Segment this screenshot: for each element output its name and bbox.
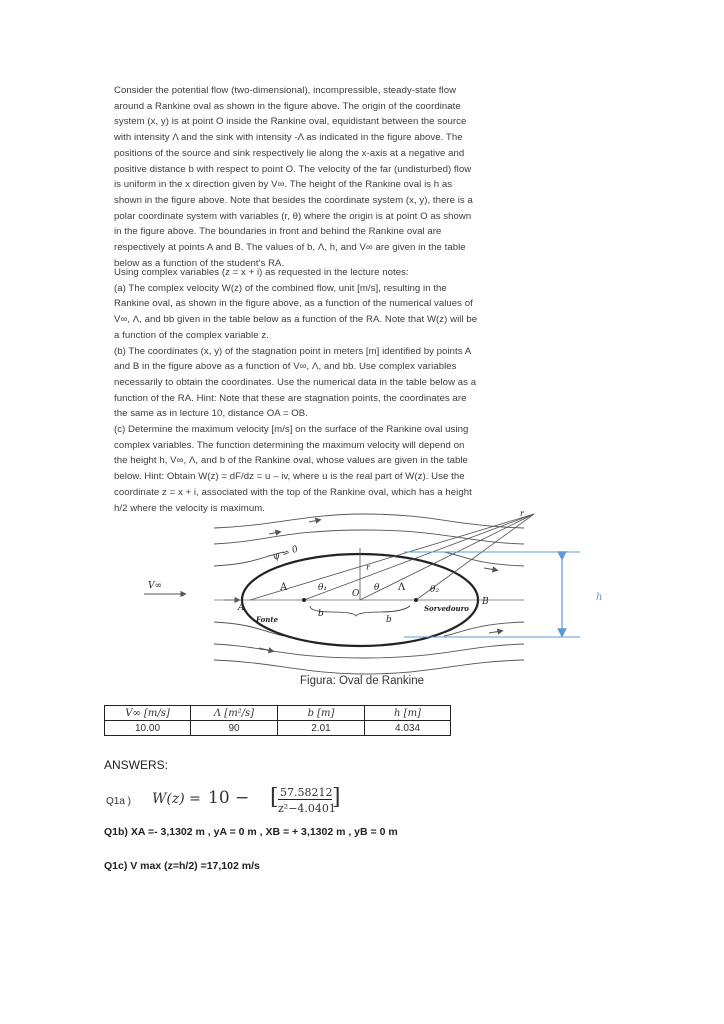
- text-line: (b) The coordinates (x, y) of the stagnation point in meters [m] identified by points A: [114, 345, 472, 357]
- text-line: (c) Determine the maximum velocity [m/s] on the surface of the Rankine oval using: [114, 424, 469, 436]
- text-line: h/2 where the velocity is maximum.: [114, 502, 265, 514]
- flow-arrow: [484, 568, 496, 570]
- text-line: around a Rankine oval as shown in the figure above. The origin of the coordinate: [114, 100, 461, 112]
- flow-arrow: [269, 532, 279, 534]
- text-line: V∞, Λ, and bb given in the table below as a function of the RA. Note that W(z) will be: [114, 314, 478, 326]
- streamline: [214, 514, 524, 528]
- text-line: coordinate z = x + i, associated with the top of the Rankine oval, which has a height: [114, 486, 472, 498]
- flow-arrow: [309, 520, 319, 522]
- streamline: [214, 660, 524, 674]
- answer-q1c: Q1c) V max (z=h/2) =17,102 m/s: [104, 860, 260, 872]
- theta1-label: θ₁: [318, 583, 328, 593]
- text-line: (a) The complex velocity W(z) of the combined flow, unit [m/s], resulting in the: [114, 282, 447, 294]
- text-line: respectively at points A and B. The values of b, Λ, h, and V∞ are given in the table: [114, 242, 466, 254]
- text-line: positions of the source and sink respectively lie along the x-axis at a negative and: [114, 147, 465, 159]
- radial-lines: [250, 514, 534, 600]
- streamline: [444, 552, 524, 566]
- text-line: the height h, V∞, Λ, and b of the Rankine oval, whose values are given in the table: [114, 455, 468, 467]
- streamline: [214, 622, 284, 636]
- text-line: shown in the figure above. Note that besides the coordinate system (x, y), there is a: [114, 194, 473, 206]
- q1a-numerator: 57.58212: [280, 786, 333, 799]
- answer-q1b: Q1b) XA =- 3,1302 m , yA = 0 m , XB = + 3,1302 m , yB = 0 m: [104, 826, 398, 838]
- text-line: system (x, y) is at point O inside the Rankine oval, equidistant between the source: [114, 116, 467, 128]
- sink-point: [414, 598, 418, 602]
- fonte-label: Fonte: [256, 615, 279, 624]
- b-right-label: b: [386, 615, 392, 625]
- table-row: [105, 721, 451, 736]
- text-line: Using complex variables (z = x + i) as requested in the lecture notes:: [114, 267, 409, 278]
- questions-paragraph: [114, 265, 606, 516]
- psi-label: ψ = 0: [271, 544, 300, 563]
- point-a-label: A: [238, 603, 245, 613]
- distance-brace: [310, 606, 410, 616]
- text-line: the same as in lecture 10, distance OA = OB.: [114, 408, 308, 420]
- q1a-open-bracket: [: [270, 785, 279, 810]
- origin-label: O: [352, 589, 360, 599]
- flow-arrow: [489, 631, 501, 633]
- text-line: Consider the potential flow (two-dimensional), incompressible, steady-state flow: [114, 85, 457, 96]
- r-label: r: [366, 563, 370, 572]
- text-line: Rankine oval, as shown in the figure above, as a function of the numerical values of: [114, 298, 473, 310]
- text-line: necessarily to obtain the coordinates. Use the numerical data in the table below as a: [114, 376, 477, 388]
- streamline: [444, 622, 524, 636]
- text-line: in the figure above. The boundaries in front and behind the Rankine oval are: [114, 226, 442, 238]
- table-header-row: [105, 706, 451, 721]
- text-line: and B in the figure above as a function of V∞, Λ, and bb. Use complex variables: [114, 361, 457, 373]
- header-h: h [m]: [365, 706, 451, 721]
- sorvedouro-label: Sorvedouro: [424, 604, 469, 613]
- text-line: is uniform in the x direction given by V∞. The height of the Rankine oval is h as: [114, 179, 453, 191]
- q1a-close-bracket: ]: [332, 785, 341, 810]
- text-line: function of the RA. Hint: Note that these are stagnation points, the coordinates are: [114, 392, 467, 404]
- header-b: b [m]: [278, 706, 365, 721]
- rankine-oval-figure: [104, 508, 624, 678]
- q1a-lhs: W(z) =: [152, 791, 201, 807]
- text-line: complex variables. The function determining the maximum velocity will depend on: [114, 439, 465, 451]
- sink-lambda-label: Λ: [398, 582, 406, 593]
- data-table: [104, 705, 451, 736]
- q1a-fraction-bar: [278, 799, 332, 800]
- figure-caption: Figura: Oval de Rankine: [299, 675, 424, 687]
- answers-title: ANSWERS:: [104, 758, 169, 772]
- value-lambda: 90: [191, 721, 278, 736]
- text-line: positive distance b with respect to point O. The velocity of the far (undisturbed) flow: [114, 163, 472, 175]
- text-line: below. Hint: Obtain W(z) = dF/dz = u – iv, where u is the real part of W(z). Use the: [114, 471, 465, 483]
- q1a-constant: 10 −: [208, 788, 250, 808]
- b-left-label: b: [318, 609, 324, 619]
- v-inf-label: V∞: [148, 581, 162, 591]
- value-h: 4.034: [365, 721, 451, 736]
- text-line: a function of the complex variable z.: [114, 329, 269, 341]
- height-label: h: [596, 592, 603, 603]
- source-point: [302, 598, 306, 602]
- theta-label: θ: [374, 583, 380, 593]
- text-line: with intensity Λ and the sink with intensity -Λ as indicated in the figure above. The: [114, 132, 463, 144]
- q1a-denominator: z²−4.0401: [278, 802, 336, 815]
- answer-q1a: [104, 782, 504, 822]
- value-b: 2.01: [278, 721, 365, 736]
- r-top-label: r: [520, 509, 524, 518]
- source-lambda-label: A: [280, 582, 288, 593]
- problem-statement-paragraph: [114, 83, 606, 271]
- text-line: below as a function of the student's RA.: [114, 257, 285, 269]
- theta2-label: θ₂: [430, 585, 440, 595]
- value-v-inf: 10.00: [105, 721, 191, 736]
- header-lambda: Λ [m²/s]: [191, 706, 278, 721]
- text-line: polar coordinate system with variables (r, θ) where the origin is at point O as shown: [114, 210, 472, 222]
- q1a-label: Q1a ): [106, 796, 132, 807]
- header-v-inf: V∞ [m/s]: [105, 706, 191, 721]
- point-b-label: B: [482, 597, 489, 607]
